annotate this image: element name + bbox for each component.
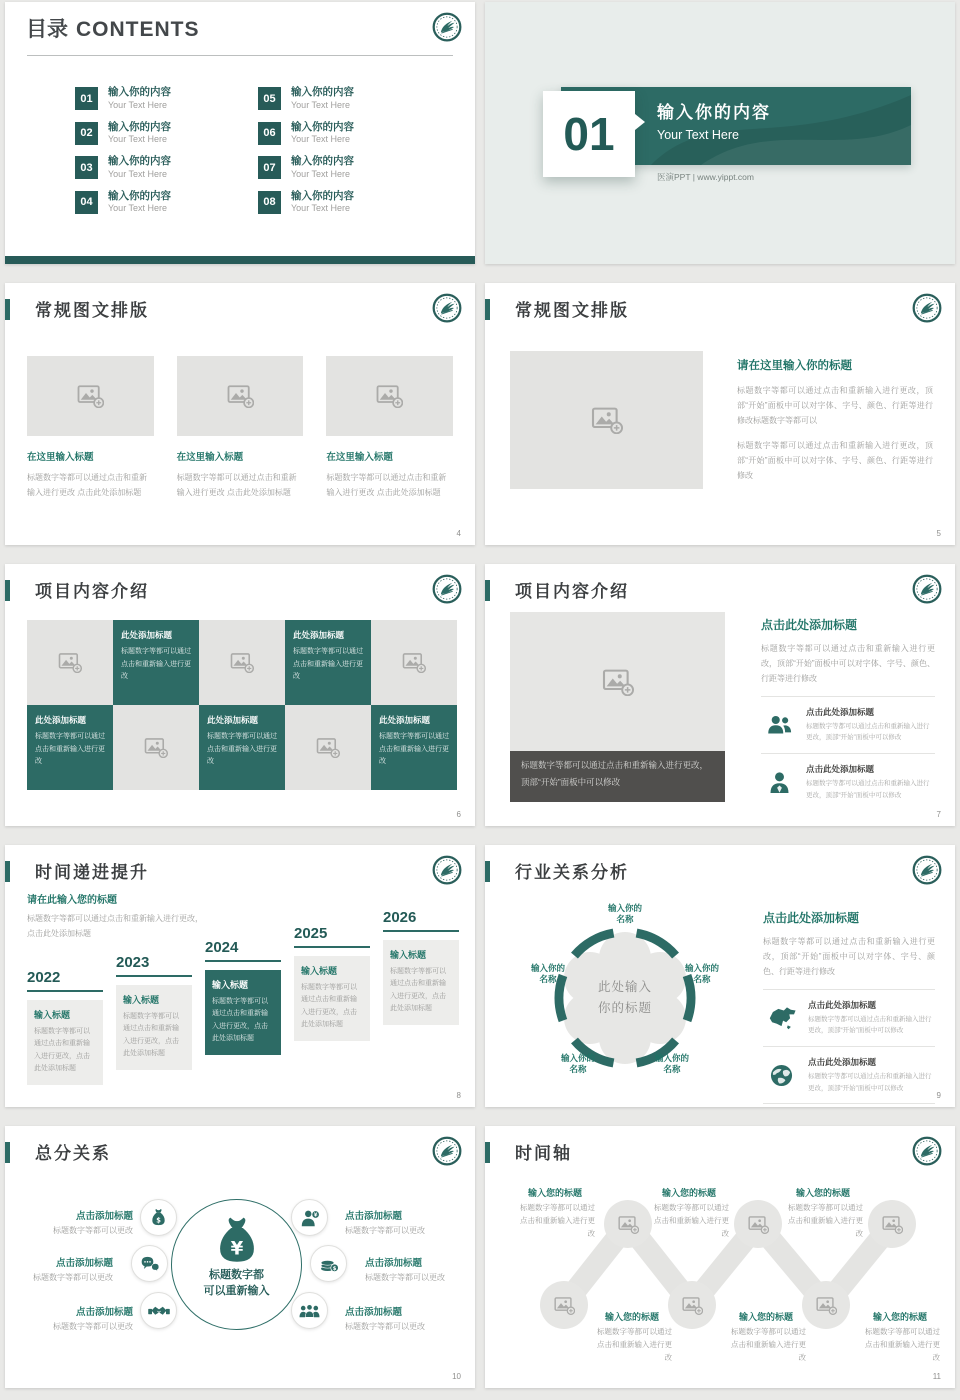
page-number: 11	[932, 1372, 941, 1381]
column-caption: 在这里输入标题	[27, 452, 94, 463]
add-image-icon	[748, 1215, 769, 1234]
petal-label: 输入你的名称	[654, 1053, 689, 1075]
title-accent-bar	[5, 580, 10, 601]
petal-label: 输入你的名称	[560, 1053, 595, 1075]
money-bag-dollar-icon	[149, 1208, 168, 1227]
spoke-label	[23, 1208, 133, 1236]
intro-heading: 请在此输入您的标题	[27, 895, 117, 906]
slide-toc[interactable]	[5, 2, 475, 264]
satellite-circle	[291, 1292, 328, 1329]
satellite-circle	[291, 1199, 328, 1236]
coins-icon	[319, 1255, 339, 1273]
text-column	[737, 357, 933, 484]
slide-title: 项目内容介绍	[35, 582, 149, 601]
intro-body: 标题数字等都可以通过点击和重新输入进行更改，点击此处添加标题	[27, 914, 203, 939]
tile-grid	[27, 620, 457, 790]
arrow-right-icon	[635, 114, 645, 130]
feature-item	[763, 1056, 935, 1094]
paragraph: 标题数字等都可以通过点击和重新输入进行更改，顶部“开始”面板中可以对字体、字号、颜色、行距等进行修改标题数字等都可以	[737, 386, 933, 425]
intro-block	[27, 891, 209, 941]
feature-body: 标题数字等都可以通过点击和重新输入进行更改，顶部“开始”面板中可以修改	[806, 722, 930, 742]
toc-number-badge: 04	[75, 191, 98, 214]
divider	[763, 989, 935, 990]
timeline-node	[540, 1281, 588, 1329]
add-image-icon	[816, 1296, 837, 1315]
people-icon	[761, 714, 797, 735]
slide-project-detail[interactable]	[485, 564, 955, 826]
add-image-icon	[402, 652, 426, 673]
title-accent-bar	[485, 861, 490, 882]
school-logo-icon	[432, 1136, 462, 1166]
petal-label: 输入你的名称	[530, 963, 565, 985]
tile-body: 标题数字等都可以通过点击和重新输入进行更改	[293, 648, 363, 681]
divider	[763, 1046, 935, 1047]
add-image-icon	[77, 384, 104, 408]
year-underline	[27, 990, 103, 992]
year-underline	[116, 975, 192, 977]
timeline-node	[604, 1200, 652, 1248]
slide-title: 时间轴	[515, 1144, 572, 1163]
person-icon	[761, 771, 797, 794]
step-card	[294, 956, 370, 1041]
page-number: 10	[452, 1372, 461, 1381]
year-label: 2025	[294, 925, 328, 942]
spoke-label	[365, 1255, 467, 1283]
add-image-icon	[58, 652, 82, 673]
text-tile	[371, 705, 457, 790]
toc-item-subtitle: Your Text Here	[291, 168, 351, 179]
timeline-label-body: 标题数字等都可以通过点击和重新输入进行更改	[788, 1203, 863, 1238]
toc-number-badge: 03	[75, 156, 98, 179]
paragraph: 标题数字等都可以通过点击和重新输入进行更改，顶部“开始”面板中可以对字体、字号、颜色、行距等进行修改	[763, 937, 935, 977]
column-caption: 在这里输入标题	[326, 452, 393, 463]
tile-body: 标题数字等都可以通过点击和重新输入进行更改	[121, 648, 191, 681]
page-number: 5	[936, 529, 941, 538]
feature-title: 点击此处添加标题	[808, 1056, 877, 1067]
tile-title: 此处添加标题	[379, 715, 431, 725]
spoke-label	[11, 1255, 113, 1283]
slide-industry-analysis[interactable]	[485, 845, 955, 1107]
image-placeholder	[27, 356, 154, 436]
feature-title: 点击此处添加标题	[808, 999, 877, 1010]
feature-text	[806, 763, 935, 801]
tile-title: 此处添加标题	[293, 630, 345, 640]
spoke-title: 点击添加标题	[345, 1307, 403, 1318]
text-tile	[199, 705, 285, 790]
spoke-label	[345, 1208, 457, 1236]
toc-item-title: 输入你的内容	[108, 189, 171, 202]
timeline-label	[515, 1186, 595, 1240]
toc-item	[75, 191, 258, 226]
step-card-title: 输入标题	[34, 1010, 71, 1020]
year-underline	[294, 946, 370, 948]
text-column	[761, 616, 935, 801]
timeline-node	[868, 1200, 916, 1248]
timeline-label-body: 标题数字等都可以通过点击和重新输入进行更改	[865, 1327, 940, 1362]
divider	[761, 696, 935, 697]
year-label: 2022	[27, 969, 61, 986]
add-image-area	[510, 612, 725, 751]
feature-body: 标题数字等都可以通过点击和重新输入进行更改，顶部“开始”面板中可以修改	[808, 1072, 932, 1092]
toc-item	[258, 87, 441, 122]
image-column	[177, 356, 304, 500]
timeline-node	[734, 1200, 782, 1248]
timeline-node	[802, 1281, 850, 1329]
timeline-node	[668, 1281, 716, 1329]
page-number: 6	[456, 810, 461, 819]
timeline-label-body: 标题数字等都可以通过点击和重新输入进行更改	[731, 1327, 806, 1362]
feature-text	[808, 1056, 935, 1094]
title-accent-bar	[5, 1142, 10, 1163]
spoke-body: 标题数字等都可以更改	[345, 1322, 425, 1331]
step-card-title: 输入标题	[390, 950, 427, 960]
feature-title: 点击此处添加标题	[806, 763, 875, 774]
page-number: 4	[456, 529, 461, 538]
image-placeholder	[177, 356, 304, 436]
image-tile	[371, 620, 457, 705]
spoke-body: 标题数字等都可以更改	[53, 1226, 133, 1235]
toc-item	[258, 156, 441, 191]
year-step-highlighted	[205, 939, 281, 1055]
toc-item-title: 输入你的内容	[291, 86, 354, 98]
image-columns	[27, 356, 453, 500]
toc-item-subtitle: Your Text Here	[108, 99, 168, 110]
paragraph: 标题数字等都可以通过点击和重新输入进行更改，顶部“开始”面板中可以对字体、字号、颜色、行距等进行修改	[737, 441, 933, 480]
toc-item-title: 输入你的内容	[108, 155, 171, 167]
slide-title: 常规图文排版	[35, 301, 149, 320]
title-divider	[27, 55, 453, 56]
satellite-circle	[140, 1292, 177, 1329]
tile-body: 标题数字等都可以通过点击和重新输入进行更改	[35, 733, 105, 766]
step-card	[383, 940, 459, 1025]
handshake-icon	[148, 1304, 170, 1318]
step-card-body: 标题数字等都可以通过点击和重新输入进行更改，点击此处添加标题	[34, 1028, 90, 1072]
satellite-circle	[131, 1245, 168, 1282]
year-step	[27, 969, 103, 1085]
step-card-body: 标题数字等都可以通过点击和重新输入进行更改，点击此处添加标题	[123, 1013, 179, 1057]
step-card	[116, 985, 192, 1070]
toc-item-title: 输入你的内容	[108, 120, 171, 133]
toc-item	[75, 156, 258, 191]
timeline-label-title: 输入您的标题	[872, 1312, 927, 1322]
school-logo-icon	[912, 293, 942, 323]
spoke-body: 标题数字等都可以更改	[345, 1226, 425, 1235]
page-number: 8	[456, 1091, 461, 1100]
timeline-label	[592, 1310, 672, 1364]
section-subtitle: Your Text Here	[657, 128, 739, 142]
column-body: 标题数字等都可以通过点击和重新输入进行更改 点击此处添加标题	[326, 473, 447, 498]
image-column	[27, 356, 154, 500]
year-underline	[383, 930, 459, 932]
year-step	[383, 909, 459, 1025]
toc-item-subtitle: Your Text Here	[108, 168, 168, 179]
satellite-circle	[140, 1199, 177, 1236]
page-number: 9	[936, 1091, 941, 1100]
center-line-2: 你的标题	[597, 1001, 652, 1016]
people-group-icon	[299, 1303, 320, 1319]
year-label: 2023	[116, 954, 150, 971]
petal-label: 输入你的名称	[684, 963, 719, 985]
school-logo-icon	[432, 12, 462, 42]
section-title: 输入你的内容	[657, 103, 771, 122]
chat-bubbles-icon	[140, 1255, 160, 1272]
title-accent-bar	[485, 299, 490, 320]
timeline-label-title: 输入您的标题	[604, 1312, 659, 1322]
slide-title: 常规图文排版	[515, 301, 629, 320]
paragraph: 标题数字等都可以通过点击和重新输入进行更改，顶部“开始”面板中可以对字体、字号、颜色、行距等进行修改	[761, 644, 935, 684]
toc-item-subtitle: Your Text Here	[291, 203, 351, 213]
year-step	[116, 954, 192, 1070]
title-accent-bar	[5, 861, 10, 882]
spoke-body: 标题数字等都可以更改	[33, 1273, 113, 1282]
image-column	[326, 356, 453, 500]
feature-body: 标题数字等都可以通过点击和重新输入进行更改，顶部“开始”面板中可以修改	[808, 1015, 932, 1035]
section-heading: 点击此处添加标题	[763, 911, 860, 925]
feature-text	[808, 999, 935, 1037]
add-image-icon	[618, 1215, 639, 1234]
image-tile	[285, 705, 371, 790]
petal-label: 输入你的名称	[607, 903, 642, 925]
text-tile	[113, 620, 199, 705]
central-circle	[171, 1199, 302, 1330]
feature-item	[761, 763, 935, 801]
toc-number-badge: 05	[258, 87, 281, 110]
feature-title: 点击此处添加标题	[806, 706, 875, 717]
feature-item	[761, 706, 935, 744]
spoke-title: 点击添加标题	[345, 1211, 403, 1222]
timeline-label	[860, 1310, 940, 1364]
satellite-circle	[310, 1245, 347, 1282]
school-logo-icon	[432, 293, 462, 323]
step-card	[27, 1000, 103, 1085]
add-image-icon	[144, 737, 168, 758]
section-heading: 点击此处添加标题	[761, 618, 858, 632]
slide-overview-relation[interactable]	[5, 1126, 475, 1388]
toc-number-badge: 01	[75, 87, 98, 110]
toc-list	[75, 87, 441, 225]
section-heading: 请在这里输入你的标题	[737, 360, 852, 372]
slide-section-cover[interactable]	[485, 2, 955, 264]
add-image-icon	[316, 737, 340, 758]
toc-item-title: 输入你的内容	[108, 86, 171, 98]
toc-item	[258, 191, 441, 226]
toc-item-title: 输入你的内容	[291, 155, 354, 167]
add-image-icon	[602, 668, 634, 696]
tile-body: 标题数字等都可以通过点击和重新输入进行更改	[379, 733, 449, 766]
text-tile	[285, 620, 371, 705]
column-body: 标题数字等都可以通过点击和重新输入进行更改 点击此处添加标题	[176, 473, 297, 498]
slide-title: 总分关系	[35, 1144, 111, 1163]
toc-title-en: CONTENTS	[76, 18, 200, 41]
year-label: 2024	[205, 939, 239, 956]
add-image-icon	[376, 384, 403, 408]
toc-number-badge: 06	[258, 122, 281, 145]
spoke-title: 点击添加标题	[75, 1307, 133, 1318]
column-body: 标题数字等都可以通过点击和重新输入进行更改 点击此处添加标题	[27, 473, 147, 498]
step-card-title: 输入标题	[301, 966, 338, 976]
title-accent-bar	[5, 299, 10, 320]
spoke-label	[345, 1304, 457, 1332]
divider	[761, 753, 935, 754]
bottom-accent-bar	[5, 256, 475, 264]
slide-time-steps[interactable]	[5, 845, 475, 1107]
timeline-label-body: 标题数字等都可以通过点击和重新输入进行更改	[520, 1203, 595, 1238]
title-accent-bar	[485, 580, 490, 601]
section-number-card	[543, 91, 635, 177]
toc-item	[258, 122, 441, 157]
toc-item-subtitle: Your Text Here	[108, 203, 168, 213]
year-label: 2026	[383, 909, 417, 926]
image-placeholder	[510, 612, 725, 802]
image-caption-bar: 标题数字等都可以通过点击和重新输入进行更改，顶部“开始”面板中可以修改	[510, 751, 725, 802]
toc-item-title: 输入你的内容	[291, 189, 354, 202]
spoke-label	[23, 1304, 133, 1332]
image-tile	[27, 620, 113, 705]
spoke-title: 点击添加标题	[75, 1211, 133, 1222]
spoke-body: 标题数字等都可以更改	[365, 1273, 445, 1282]
tile-body: 标题数字等都可以通过点击和重新输入进行更改	[207, 733, 277, 766]
add-image-icon	[682, 1296, 703, 1315]
add-image-icon	[554, 1296, 575, 1315]
add-image-icon	[227, 384, 254, 408]
school-logo-icon	[432, 855, 462, 885]
timeline-label-body: 标题数字等都可以通过点击和重新输入进行更改	[654, 1203, 729, 1238]
add-image-icon	[882, 1215, 903, 1234]
timeline-label-title: 输入您的标题	[527, 1188, 582, 1198]
spoke-title: 点击添加标题	[365, 1258, 423, 1269]
center-text-line-1: 标题数字都	[209, 1269, 264, 1281]
toc-item	[75, 122, 258, 157]
slide-title: 时间递进提升	[35, 863, 149, 882]
divider	[763, 1103, 935, 1104]
person-coin-icon	[300, 1209, 320, 1227]
spoke-body: 标题数字等都可以更改	[53, 1322, 133, 1331]
step-card	[205, 970, 281, 1055]
slide-image-layout-3col[interactable]	[5, 283, 475, 545]
toc-title-zh: 目录	[26, 18, 68, 41]
timeline-label-body: 标题数字等都可以通过点击和重新输入进行更改	[597, 1327, 672, 1362]
text-tile	[27, 705, 113, 790]
image-placeholder	[326, 356, 453, 436]
school-logo-icon	[912, 855, 942, 885]
step-card-title: 输入标题	[123, 995, 160, 1005]
timeline-label	[649, 1186, 729, 1240]
slide-image-layout-1col[interactable]	[485, 283, 955, 545]
add-image-icon	[230, 652, 254, 673]
tile-title: 此处添加标题	[121, 630, 173, 640]
image-placeholder	[510, 351, 703, 489]
section-title-block	[657, 98, 771, 142]
spoke-title: 点击添加标题	[55, 1258, 113, 1269]
china-map-icon	[763, 1005, 799, 1030]
center-line-1: 此处输入	[597, 980, 652, 994]
tile-title: 此处添加标题	[35, 715, 87, 725]
timeline-label	[783, 1186, 863, 1240]
toc-item-subtitle: Your Text Here	[108, 134, 168, 144]
school-logo-icon	[912, 574, 942, 604]
slide-title: 行业关系分析	[515, 863, 629, 882]
year-step	[294, 925, 370, 1041]
toc-item-subtitle: Your Text Here	[291, 99, 351, 110]
text-column	[763, 909, 935, 1107]
year-underline	[205, 960, 281, 962]
slide-project-grid[interactable]	[5, 564, 475, 826]
school-logo-icon	[432, 574, 462, 604]
timeline-label-title: 输入您的标题	[795, 1188, 850, 1198]
step-card-body: 标题数字等都可以通过点击和重新输入进行更改，点击此处添加标题	[390, 968, 446, 1012]
toc-item-title: 输入你的内容	[291, 120, 354, 133]
feature-text	[806, 706, 935, 744]
image-tile	[113, 705, 199, 790]
timeline-label	[726, 1310, 806, 1364]
globe-icon	[763, 1063, 799, 1088]
toc-item	[75, 87, 258, 122]
step-card-body: 标题数字等都可以通过点击和重新输入进行更改，点击此处添加标题	[301, 984, 357, 1028]
center-text-line-2: 可以重新输入	[203, 1284, 270, 1297]
add-image-icon	[591, 406, 623, 434]
toc-title	[26, 13, 200, 43]
toc-item-subtitle: Your Text Here	[291, 134, 351, 144]
image-tile	[199, 620, 285, 705]
tile-title: 此处添加标题	[207, 715, 259, 725]
toc-number-badge: 02	[75, 122, 98, 145]
money-bag-yen-icon	[211, 1215, 263, 1267]
toc-number-badge: 07	[258, 156, 281, 179]
slide-title: 项目内容介绍	[515, 582, 629, 601]
step-card-body: 标题数字等都可以通过点击和重新输入进行更改，点击此处添加标题	[212, 998, 268, 1042]
slide-timeline-axis[interactable]	[485, 1126, 955, 1388]
feature-item	[763, 999, 935, 1037]
feature-body: 标题数字等都可以通过点击和重新输入进行更改，顶部“开始”面板中可以修改	[806, 779, 930, 799]
page-number: 7	[936, 810, 941, 819]
column-caption: 在这里输入标题	[176, 452, 244, 463]
step-card-title: 输入标题	[212, 980, 249, 990]
timeline-label-title: 输入您的标题	[661, 1188, 716, 1198]
timeline-label-title: 输入您的标题	[738, 1312, 793, 1322]
toc-number-badge: 08	[258, 191, 281, 214]
brand-text: 医演PPT | www.yippt.com	[657, 172, 754, 182]
section-number: 01	[563, 108, 615, 160]
